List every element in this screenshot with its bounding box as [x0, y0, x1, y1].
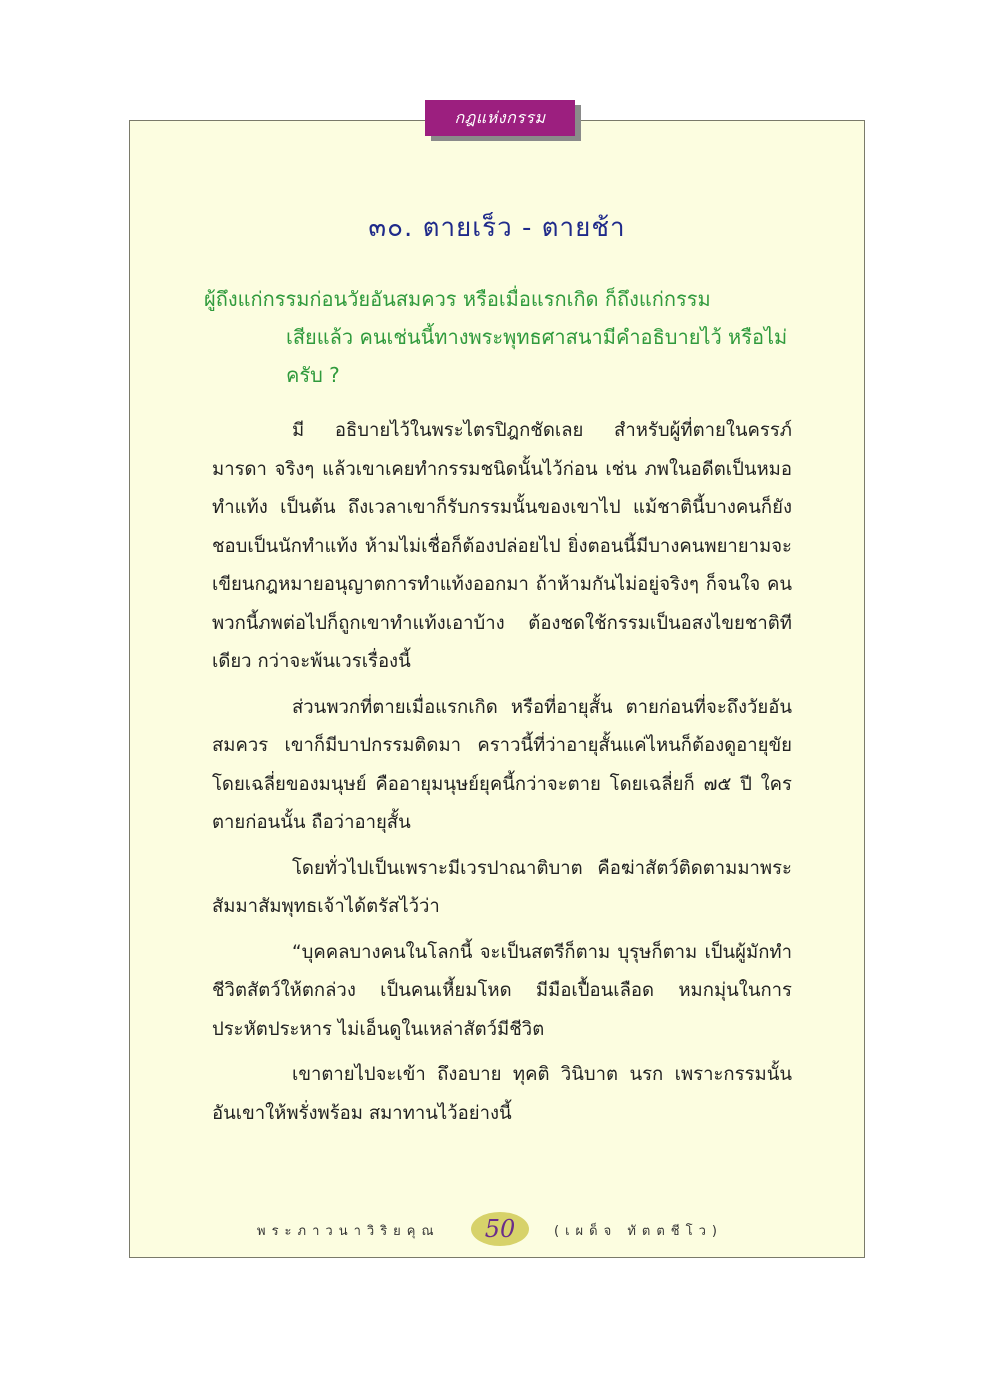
paragraph: “บุคคลบางคนในโลกนี้ จะเป็นสตรีก็ตาม บุรุษก็ตาม เป็นผู้มักทำชีวิตสัตว์ให้ตกล่วง เป็นคนเหี้ยมโหด มีมือเปื้อนเลือด หมกมุ่นในการประหัตประหาร ไม่เอ็นดูในเหล่าสัตว์มีชีวิต — [212, 941, 792, 1040]
page-footer — [129, 1212, 865, 1252]
footer-subtitle: (เผด็จ ทัตตชีโว) — [554, 1224, 723, 1239]
paragraph: เขาตายไปจะเข้า ถึงอบาย ทุคติ วินิบาต นรก เพราะกรรมนั้น อันเขาให้พรั่งพร้อม สมาทานไว้อย่างนี้ — [212, 1064, 792, 1124]
footer-book-title: พระภาวนาวิริยคุณ — [257, 1224, 440, 1239]
body-text — [212, 412, 792, 1133]
question-line-1: ผู้ถึงแก่กรรมก่อนวัยอันสมควร หรือเมื่อแรกเกิด ก็ถึงแก่กรรม — [204, 287, 711, 311]
section-tab: กฎแห่งกรรม — [425, 100, 575, 136]
chapter-title: ๓๐. ตายเร็ว - ตายช้า — [368, 213, 626, 243]
page-number-badge: 50 — [471, 1212, 529, 1246]
question-block — [204, 280, 799, 394]
question-continuation: เสียแล้ว คนเช่นนี้ทางพระพุทธศาสนามีคำอธิบายไว้ หรือไม่ครับ ? — [286, 325, 788, 387]
paragraph: โดยทั่วไปเป็นเพราะมีเวรปาณาติบาต คือฆ่าสัตว์ติดตามมาพระสัมมาสัมพุทธเจ้าได้ตรัสไว้ว่า — [212, 857, 792, 917]
paragraph: ส่วนพวกที่ตายเมื่อแรกเกิด หรือที่อายุสั้น ตายก่อนที่จะถึงวัยอันสมควร เขาก็มีบาปกรรมติดมา คราวนี้ที่ว่าอายุสั้นแค่ไหนก็ต้องดูอายุขัย โดยเฉลี่ยของมนุษย์ คืออายุมนุษย์ยุคนี้กว่าจะตาย โดยเฉลี่ยก็ ๗๕ ปี ใครตายก่อนนั้น ถือว่าอายุสั้น — [212, 696, 792, 833]
paragraph: มี อธิบายไว้ในพระไตรปิฎกชัดเลย สำหรับผู้ที่ตายในครรภ์มารดา จริงๆ แล้วเขาเคยทำกรรมชนิดนั้นไว้ก่อน เช่น ภพในอดีตเป็นหมอทำแท้ง เป็นต้น ถึงเวลาเขาก็รับกรรมนั้นของเขาไป แม้ชาตินี้บางคนก็ยังชอบเป็นนักทำแท้ง ห้ามไม่เชื่อก็ต้องปล่อยไป ยิ่งตอนนี้มีบางคนพยายามจะเขียนกฎหมายอนุญาตการทำแท้งออกมา ถ้าห้ามกันไม่อยู่จริงๆ ก็จนใจ คนพวกนี้ภพต่อไปก็ถูกเขาทำแท้งเอาบ้าง ต้องชดใช้กรรมเป็นอสงไขยชาติทีเดียว กว่าจะพ้นเวรเรื่องนี้ — [212, 420, 792, 672]
